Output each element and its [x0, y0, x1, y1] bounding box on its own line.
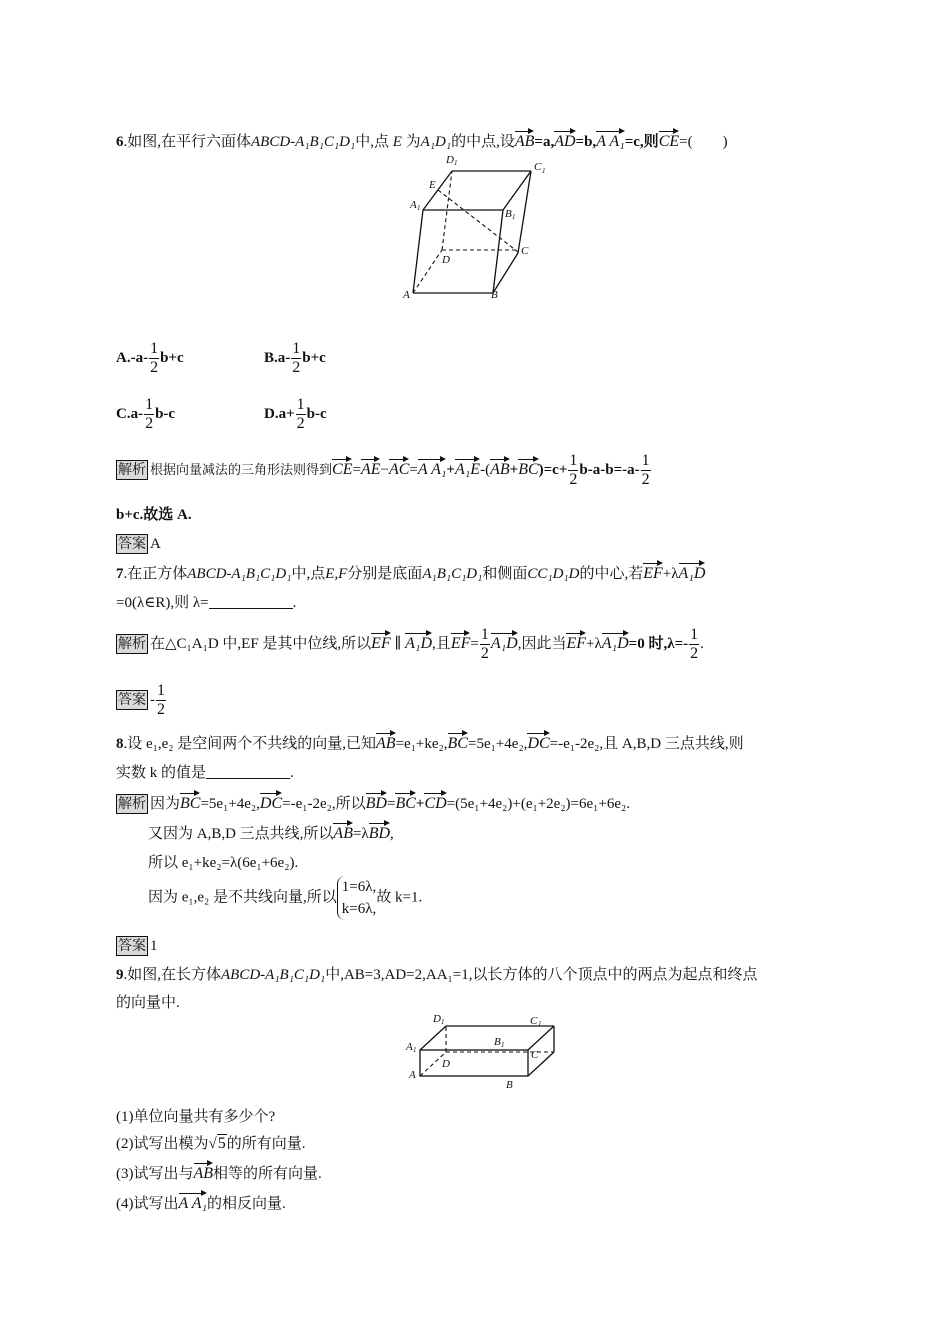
q9-sub4 — [116, 1190, 286, 1215]
vector-a1d: A₁D — [405, 630, 432, 653]
q6-analysis — [116, 452, 652, 489]
vector-bd: BD — [369, 820, 390, 843]
q9-text: 的向量中. — [116, 995, 180, 1011]
analysis-text: =5e₁+4e₂, — [200, 796, 260, 812]
denominator: 2 — [157, 701, 165, 718]
q8-analysis-3 — [148, 852, 298, 874]
q9-subquestion: 的相反向量. — [207, 1196, 286, 1212]
analysis-tag: 解析 — [118, 796, 146, 812]
q6-answer-value: A — [150, 536, 161, 552]
analysis-text: , — [390, 826, 394, 842]
plus-sign: + — [446, 461, 455, 478]
q6-number: 6 — [116, 134, 124, 150]
fraction — [156, 682, 166, 719]
q6-option-b[interactable] — [264, 340, 326, 377]
analysis-text: 因为 e₁,e₂ 是不共线向量,所以 — [148, 889, 337, 906]
svg-text:A: A — [406, 1041, 413, 1053]
analysis-text: = — [386, 796, 396, 812]
q7-number: 7 — [116, 566, 124, 582]
fraction — [480, 626, 490, 663]
q7-points: E,F — [325, 566, 348, 582]
analysis-text: =-e₁-2e₂,所以 — [282, 796, 366, 812]
vector-ef: EF — [643, 560, 663, 583]
q6-segment: A₁D₁ — [420, 134, 452, 150]
cuboid-figure — [400, 1012, 560, 1096]
vector-aa1: A A₁ — [596, 128, 625, 151]
q9-stem-cont — [116, 992, 180, 1014]
vector-bc: BC — [180, 790, 200, 813]
q6-option-c[interactable] — [116, 396, 175, 433]
fraction — [641, 452, 651, 489]
answer-blank[interactable] — [209, 594, 293, 609]
q7-text: 和侧面 — [482, 566, 528, 582]
answer-blank[interactable] — [206, 764, 290, 779]
q7-side: CC₁D₁D — [527, 566, 580, 582]
svg-text:C: C — [531, 1049, 539, 1061]
q8-text: 实数 k 的值是 — [116, 765, 207, 781]
svg-text:1: 1 — [417, 204, 421, 212]
svg-text:D: D — [433, 1013, 441, 1025]
q8-answer — [116, 935, 158, 957]
numerator: 1 — [296, 396, 305, 413]
q9-text: .如图,在长方体 — [123, 967, 222, 983]
svg-text:B: B — [506, 1079, 513, 1091]
q9-sub1 — [116, 1106, 275, 1128]
numerator: 1 — [145, 396, 154, 413]
q9-subquestion: 的所有向量. — [226, 1136, 306, 1152]
vector-ad: AD — [554, 128, 575, 151]
vector-bc: BC — [448, 730, 468, 753]
answer-tag: 答案 — [118, 691, 146, 708]
q7-text: 的中心,若 — [579, 566, 644, 582]
q8-analysis-2 — [148, 820, 394, 845]
fraction — [149, 340, 159, 377]
analysis-text: b-a-b=-a- — [579, 461, 640, 478]
denominator: 2 — [480, 645, 489, 662]
q9-subquestion: (1)单位向量共有多少个? — [116, 1109, 276, 1125]
option-text: A.-a- — [116, 349, 149, 366]
svg-text:A: A — [410, 199, 417, 211]
analysis-text: 又因为 A,B,D 三点共线,所以 — [148, 826, 334, 842]
q8-number: 8 — [116, 736, 124, 752]
option-text: b-c — [306, 405, 327, 422]
vector-ef: EF — [371, 630, 391, 653]
analysis-tag: 解析 — [118, 635, 146, 652]
svg-text:A: A — [403, 289, 410, 301]
q6-point: E — [392, 134, 402, 150]
q8-text: =-e₁-2e₂,且 A,B,D 三点共线,则 — [549, 736, 744, 752]
analysis-text: + — [415, 796, 425, 812]
fraction — [291, 340, 301, 377]
q6-option-a[interactable] — [116, 340, 184, 377]
analysis-text: b+c.故选 A. — [116, 507, 192, 523]
q9-sub3 — [116, 1160, 322, 1185]
q8-stem — [116, 730, 744, 755]
vector-ab: AB — [333, 820, 353, 843]
analysis-text: =λ — [352, 826, 369, 842]
denominator: 2 — [641, 471, 650, 488]
option-text: b+c — [302, 349, 326, 366]
vector-ce: CE — [659, 128, 679, 151]
svg-text:1: 1 — [441, 1018, 445, 1026]
q6-text: 为 — [405, 134, 421, 150]
svg-text:B: B — [491, 289, 498, 301]
equation-line: k=6λ, — [341, 901, 377, 917]
q7-text: =0(λ∈R),则 λ= — [116, 595, 209, 611]
q8-text: .设 e₁,e₂ 是空间两个不共线的向量,已知 — [123, 736, 377, 752]
q9-stem — [116, 964, 757, 986]
q9-solid: ABCD-A₁B₁C₁D₁ — [221, 967, 326, 983]
parallelepiped-figure — [398, 148, 558, 308]
denominator: 2 — [690, 645, 699, 662]
svg-text:A: A — [409, 1069, 416, 1081]
q6-text: =a, — [534, 134, 555, 150]
svg-text:D: D — [442, 1058, 450, 1070]
analysis-text: 所以 e₁+ke₂=λ(6e₁+6e₂). — [148, 855, 299, 871]
vector-ce: CE — [332, 456, 352, 479]
vector-a1e: A₁E — [455, 456, 480, 479]
analysis-text: 因为 — [150, 796, 181, 812]
q8-answer-value: 1 — [150, 938, 158, 954]
q6-text: =c,则 — [624, 134, 659, 150]
analysis-text: ∥ — [394, 635, 402, 652]
q7-answer — [116, 682, 167, 719]
q7-answer-value: - — [150, 691, 155, 708]
option-text: D.a+ — [264, 405, 295, 422]
q7-text: 分别是底面 — [347, 566, 423, 582]
vector-bd: BD — [366, 790, 387, 813]
vector-a1d: A₁D — [679, 560, 706, 583]
q6-text: 的中点,设 — [451, 134, 515, 150]
numerator: 1 — [690, 626, 699, 643]
vector-a1d: A₁D — [602, 630, 629, 653]
vector-ab: AB — [376, 730, 396, 753]
analysis-text: ,因此当 — [517, 635, 567, 652]
svg-text:1: 1 — [501, 1041, 505, 1049]
vector-dc: DC — [527, 730, 549, 753]
q8-text: . — [290, 765, 294, 781]
q6-analysis-cont — [116, 504, 192, 526]
numerator: 1 — [641, 452, 650, 469]
q7-stem — [116, 560, 705, 585]
vector-bc: BC — [518, 456, 538, 479]
q9-number: 9 — [116, 967, 124, 983]
q6-text: 中,点 — [355, 134, 389, 150]
fraction — [568, 452, 578, 489]
q8-stem-cont — [116, 762, 294, 784]
option-text: B.a- — [264, 349, 291, 366]
numerator: 1 — [150, 340, 159, 357]
q8-text: =5e₁+4e₂, — [467, 736, 528, 752]
svg-text:B: B — [494, 1036, 501, 1048]
fraction — [689, 626, 699, 663]
vector-aa1: A A₁ — [418, 456, 447, 479]
svg-text:C: C — [521, 245, 529, 257]
svg-text:1: 1 — [512, 213, 516, 221]
vector-ac: AC — [389, 456, 409, 479]
analysis-text: 在△C₁A₁D 中,EF 是其中位线,所以 — [150, 635, 372, 652]
vector-ef: EF — [451, 630, 471, 653]
q6-text: =( ) — [679, 134, 728, 150]
svg-text:1: 1 — [542, 167, 546, 175]
q7-solid: ABCD-A₁B₁C₁D₁ — [187, 566, 292, 582]
svg-text:D: D — [446, 154, 454, 166]
denominator: 2 — [569, 471, 578, 488]
eq-sign: = — [409, 461, 418, 478]
vector-ab: AB — [490, 456, 510, 479]
analysis-text: -( — [480, 461, 491, 478]
vector-ab: AB — [515, 128, 535, 151]
plus-sign: + — [509, 461, 519, 478]
svg-text:D: D — [442, 254, 450, 266]
vector-a1d: A₁D — [491, 630, 518, 653]
q7-text: .在正方体 — [123, 566, 188, 582]
q9-subquestion: (2)试写出模为 — [116, 1136, 209, 1152]
answer-tag: 答案 — [118, 536, 146, 552]
svg-text:C: C — [534, 161, 542, 173]
numerator: 1 — [569, 452, 578, 469]
q6-option-d[interactable] — [264, 396, 327, 433]
svg-text:1: 1 — [454, 159, 458, 167]
q7-text: +λ — [662, 566, 679, 582]
denominator: 2 — [292, 359, 301, 376]
svg-text:C: C — [530, 1015, 538, 1027]
analysis-tag: 解析 — [118, 461, 146, 478]
vector-aa1: A A₁ — [179, 1190, 208, 1213]
option-text: C.a- — [116, 405, 144, 422]
option-text: b+c — [160, 349, 184, 366]
q7-analysis: 解析 在△C₁A₁D 中,EF 是其中位线,所以EF ∥ A₁D,且EF= $\frac{1}{2}$ A₁D,因此当EF+λA₁D=0 时,λ=- $\frac{1}{2}$ . — [118, 626, 704, 662]
q9-subquestion: (3)试写出与 — [116, 1166, 194, 1182]
q8-text: =e₁+ke₂, — [395, 736, 448, 752]
vector-dc: DC — [260, 790, 282, 813]
minus-sign: − — [380, 461, 389, 478]
answer-tag: 答案 — [118, 938, 146, 954]
q7-text: . — [292, 595, 297, 611]
analysis-text: =(5e₁+4e₂)+(e₁+2e₂)=6e₁+6e₂. — [446, 796, 630, 812]
svg-text:1: 1 — [538, 1020, 542, 1028]
analysis-text: 故 k=1. — [376, 889, 423, 906]
equation-system — [337, 876, 376, 920]
vector-ae: AE — [361, 456, 381, 479]
denominator: 2 — [296, 415, 305, 432]
denominator: 2 — [145, 415, 154, 432]
analysis-text: 根据向量减法的三角形法则得到 — [150, 462, 333, 478]
q6-text: =b, — [575, 134, 597, 150]
q9-subquestion: 相等的所有向量. — [213, 1166, 322, 1182]
denominator: 2 — [150, 359, 159, 376]
q8-analysis — [116, 790, 630, 815]
q6-solid: ABCD-A₁B₁C₁D₁ — [251, 134, 356, 150]
numerator: 1 — [157, 682, 165, 699]
svg-text:1: 1 — [413, 1046, 417, 1054]
eq-sign: = — [352, 461, 361, 478]
analysis-text: +λ — [586, 635, 602, 652]
q9-text: 中,AB=3,AD=2,AA₁=1,以长方体的八个顶点中的两点为起点和终点 — [325, 967, 758, 983]
analysis-text: = — [470, 635, 479, 652]
radicand: 5 — [217, 1135, 226, 1152]
equation-line: 1=6λ, — [341, 879, 377, 895]
fraction — [296, 396, 306, 433]
vector-ab: AB — [194, 1160, 214, 1183]
svg-text:B: B — [505, 208, 512, 220]
q9-sub2 — [116, 1133, 306, 1155]
analysis-text: ,且 — [432, 635, 451, 652]
q7-base: A₁B₁C₁D₁ — [422, 566, 483, 582]
q9-subquestion: (4)试写出 — [116, 1196, 179, 1212]
svg-text:E: E — [429, 179, 436, 191]
q8-analysis-4 — [148, 876, 422, 920]
vector-cd: CD — [424, 790, 446, 813]
numerator: 1 — [292, 340, 301, 357]
q7-stem-cont — [116, 592, 296, 614]
analysis-text: =0 时,λ=- — [628, 635, 689, 652]
option-text: b-c — [155, 405, 176, 422]
analysis-text: )=c+ — [538, 461, 568, 478]
numerator: 1 — [480, 626, 489, 643]
fraction — [144, 396, 154, 433]
sqrt: √5 — [208, 1135, 226, 1152]
q6-answer — [116, 533, 161, 555]
vector-bc: BC — [395, 790, 415, 813]
q6-text: .如图,在平行六面体 — [123, 134, 252, 150]
vector-ef: EF — [566, 630, 586, 653]
q7-text: 中,点 — [291, 566, 326, 582]
